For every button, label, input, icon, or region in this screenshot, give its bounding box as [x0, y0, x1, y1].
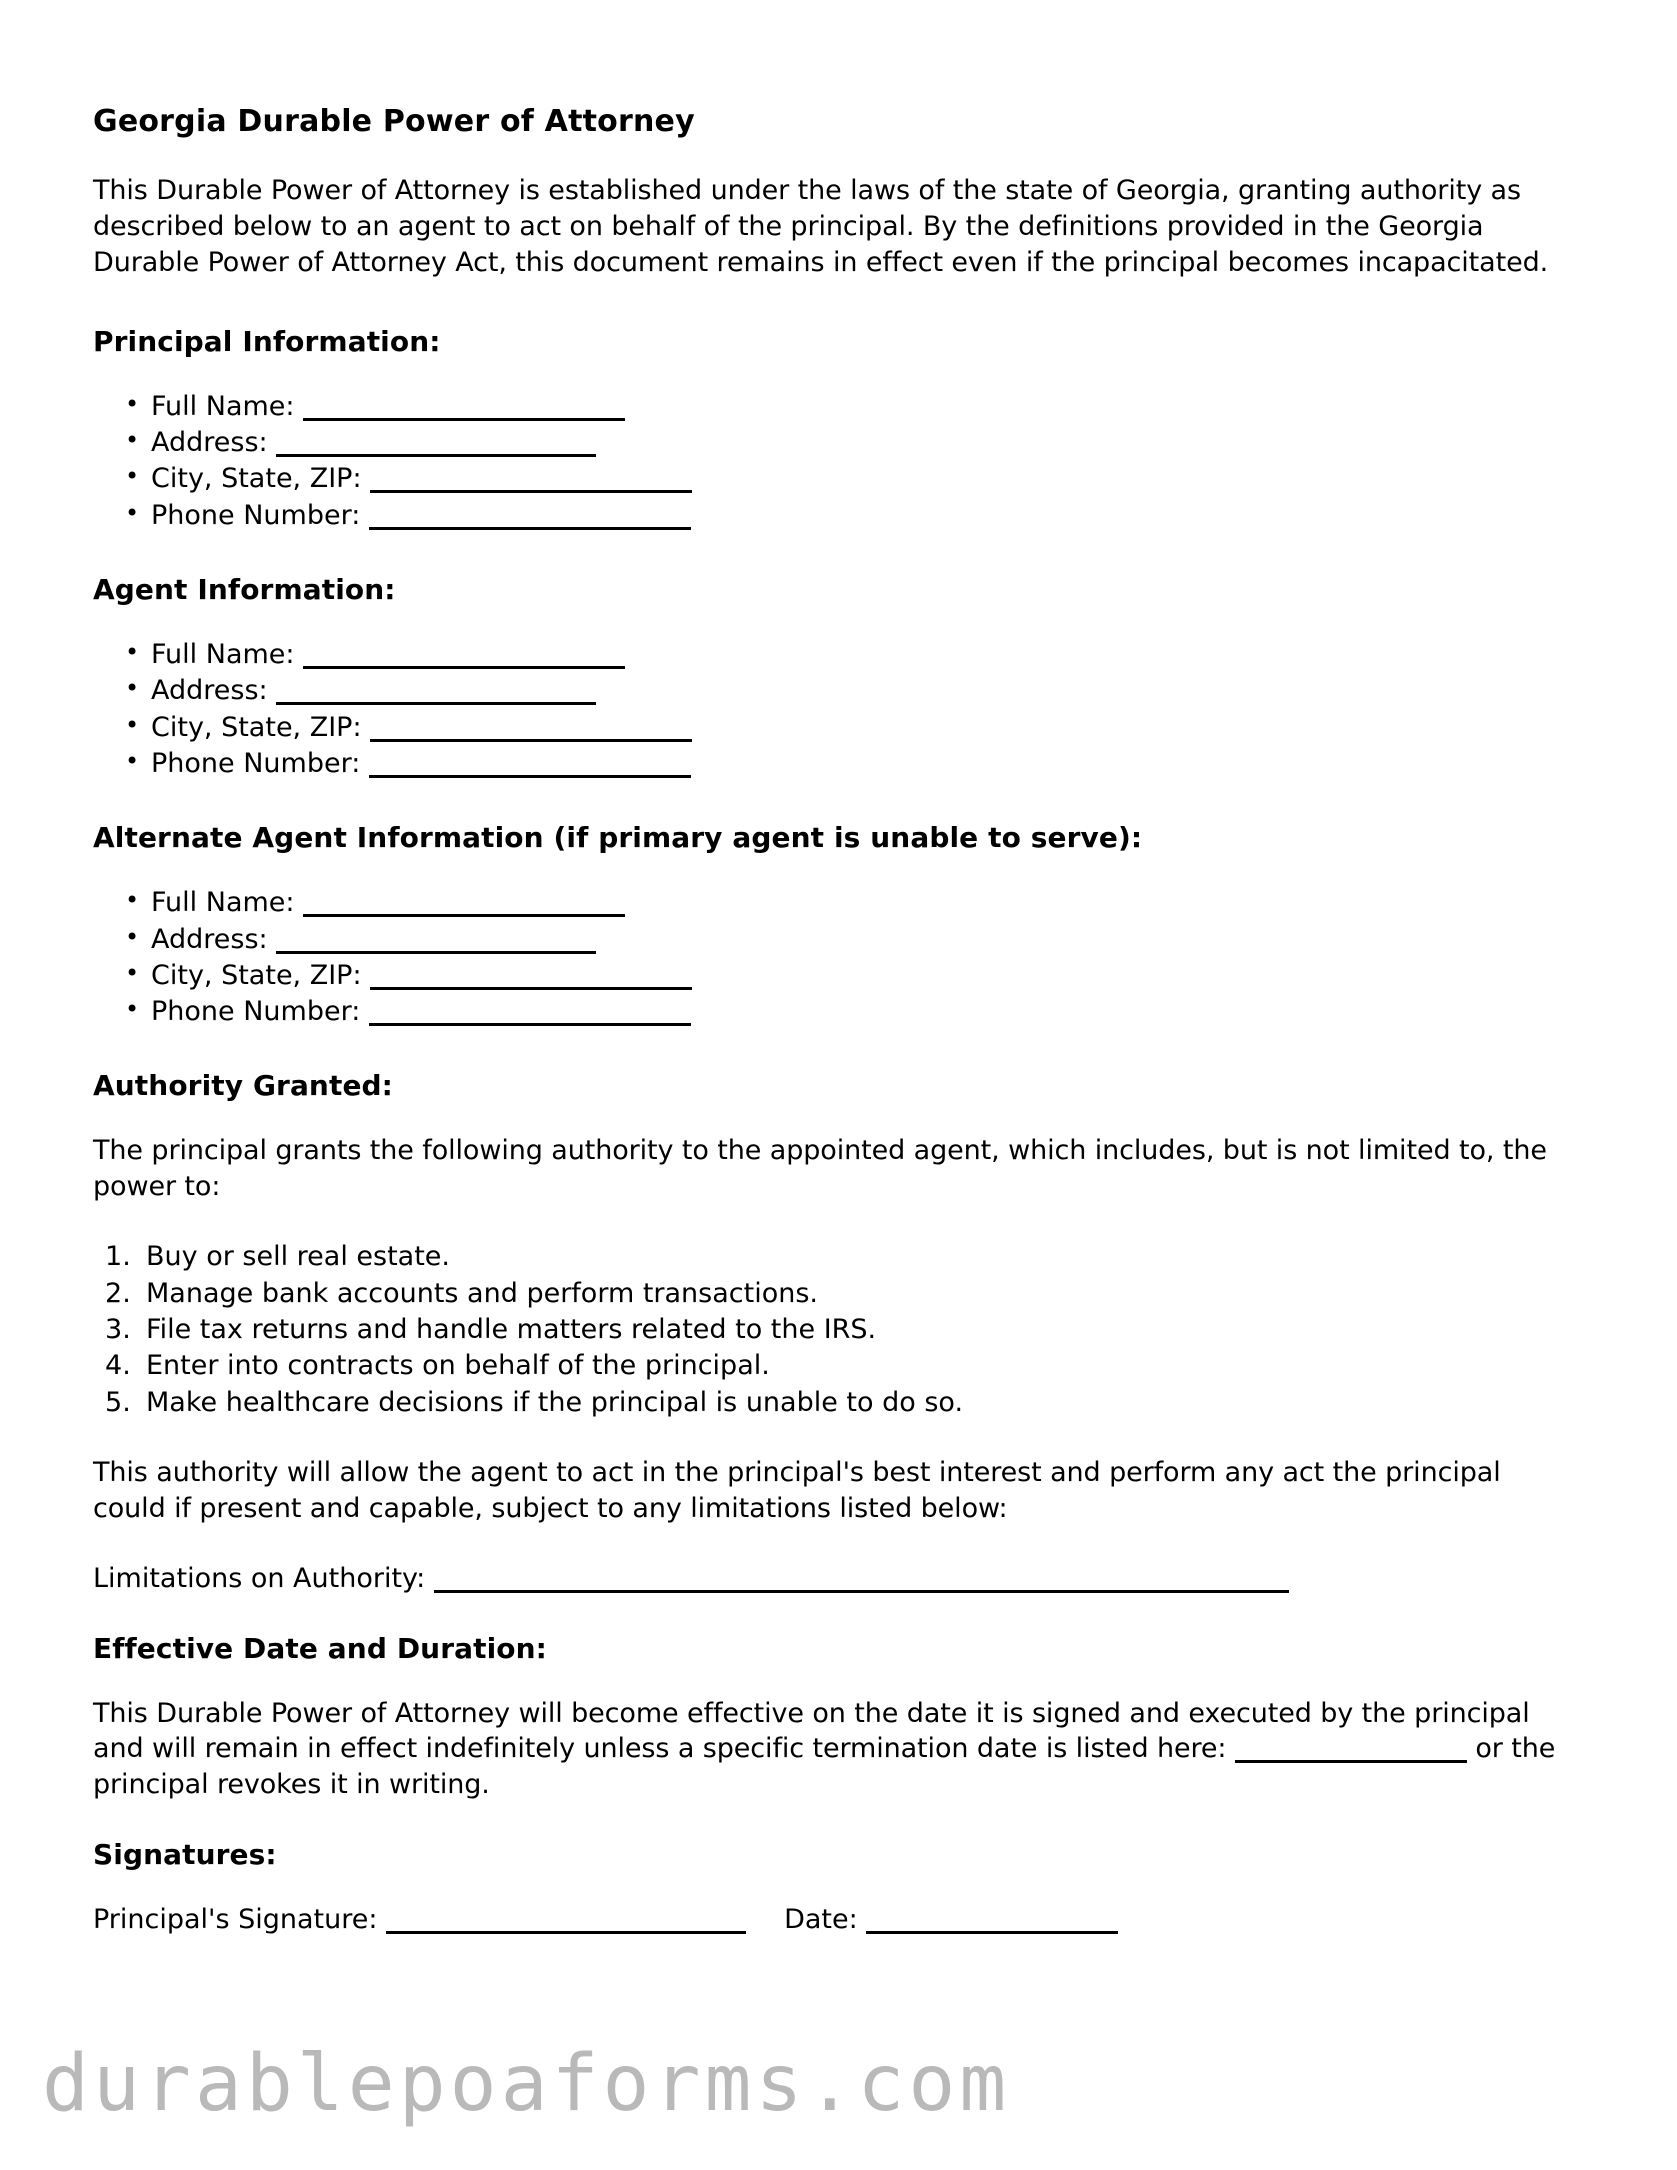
page-title: Georgia Durable Power of Attorney: [93, 104, 695, 139]
list-item: [93, 461, 1563, 497]
field-label: Phone Number:: [151, 499, 361, 531]
alternate-agent-phone-number-blank[interactable]: [369, 1023, 691, 1026]
field-label: Full Name:: [151, 390, 295, 422]
date-label: Date:: [784, 1904, 858, 1936]
agent-city-state-zip-blank[interactable]: [370, 739, 692, 742]
field-label: Address:: [151, 675, 268, 707]
list-item: [93, 637, 1563, 673]
principal-signature-label: Principal's Signature:: [93, 1904, 378, 1936]
principal-address-blank[interactable]: [276, 454, 596, 457]
list-item: Manage bank accounts and perform transactions.: [146, 1277, 818, 1309]
alternate-agent-address-blank[interactable]: [276, 951, 596, 954]
list-item: File tax returns and handle matters related to the IRS.: [146, 1313, 877, 1345]
field-label: City, State, ZIP:: [151, 711, 362, 743]
agent-address-blank[interactable]: [276, 702, 596, 705]
agent-information-fields: [93, 637, 1563, 782]
list-item: Buy or sell real estate.: [146, 1241, 451, 1273]
effective-text-after-blank: or the principal revokes it in writing.: [93, 1733, 1556, 1801]
list-item: [93, 746, 1563, 782]
field-label: Full Name:: [151, 887, 295, 919]
principal-signature-blank[interactable]: [386, 1931, 746, 1934]
limitations-label: Limitations on Authority:: [93, 1562, 426, 1594]
alternate-agent-full-name-blank[interactable]: [303, 914, 625, 917]
principal-information-fields: [93, 389, 1563, 534]
effective-date-paragraph: [93, 1696, 1563, 1804]
limitations-on-authority-row: [93, 1561, 1563, 1597]
document-content: [93, 104, 1563, 1938]
field-label: City, State, ZIP:: [151, 463, 362, 495]
signatures-heading: Signatures:: [93, 1838, 277, 1872]
agent-full-name-blank[interactable]: [303, 666, 625, 669]
alternate-agent-information-fields: [93, 885, 1563, 1030]
authority-closing-paragraph: This authority will allow the agent to act in the principal's best interest and perform any act the principal could if present and capable, subject to any limitations listed below:: [93, 1456, 1501, 1524]
list-item: [93, 922, 1563, 958]
authority-granted-heading: Authority Granted:: [93, 1069, 393, 1103]
field-label: Full Name:: [151, 638, 295, 670]
principal-full-name-blank[interactable]: [303, 418, 625, 421]
list-item: [93, 958, 1563, 994]
list-item: [93, 710, 1563, 746]
list-item: Enter into contracts on behalf of the principal.: [146, 1350, 770, 1382]
authority-intro-paragraph: The principal grants the following authority to the appointed agent, which includes, but is not limited to, the power to:: [93, 1135, 1547, 1203]
list-item: Make healthcare decisions if the principal is unable to do so.: [146, 1386, 964, 1418]
principal-city-state-zip-blank[interactable]: [370, 490, 692, 493]
field-label: Phone Number:: [151, 747, 361, 779]
field-label: Phone Number:: [151, 996, 361, 1028]
principal-phone-number-blank[interactable]: [369, 527, 691, 530]
agent-information-heading: Agent Information:: [93, 572, 396, 606]
field-label: City, State, ZIP:: [151, 959, 362, 991]
field-label: Address:: [151, 427, 268, 459]
principal-signature-row: [93, 1902, 1563, 1938]
alternate-agent-information-heading: Alternate Agent Information (if primary agent is unable to serve):: [93, 821, 1143, 855]
site-watermark: durablepoaforms.com: [42, 2039, 1011, 2129]
list-item: [93, 425, 1563, 461]
list-item: [93, 673, 1563, 709]
termination-date-blank[interactable]: [1235, 1760, 1467, 1763]
list-item: [93, 994, 1563, 1030]
principal-information-heading: Principal Information:: [93, 324, 441, 358]
principal-signature-date-blank[interactable]: [866, 1931, 1118, 1934]
field-label: Address:: [151, 923, 268, 955]
list-item: [93, 498, 1563, 534]
list-item: [93, 389, 1563, 425]
alternate-agent-city-state-zip-blank[interactable]: [370, 987, 692, 990]
intro-paragraph: This Durable Power of Attorney is established under the laws of the state of Georgia, granting authority as described below to an agent to act on behalf of the principal. By the definitions provided in the Georgia Durable Power of Attorney Act, this document remains in effect even if the principal becomes incapacitated.: [93, 175, 1549, 278]
list-item: [93, 885, 1563, 921]
limitations-blank[interactable]: [434, 1590, 1289, 1593]
agent-phone-number-blank[interactable]: [369, 775, 691, 778]
effective-text-before-blank: This Durable Power of Attorney will become effective on the date it is signed and executed by the principal and will remain in effect indefinitely unless a specific termination date is listed here:: [93, 1697, 1530, 1765]
effective-date-and-duration-heading: Effective Date and Duration:: [93, 1631, 547, 1665]
authority-powers-list: [93, 1239, 1563, 1421]
